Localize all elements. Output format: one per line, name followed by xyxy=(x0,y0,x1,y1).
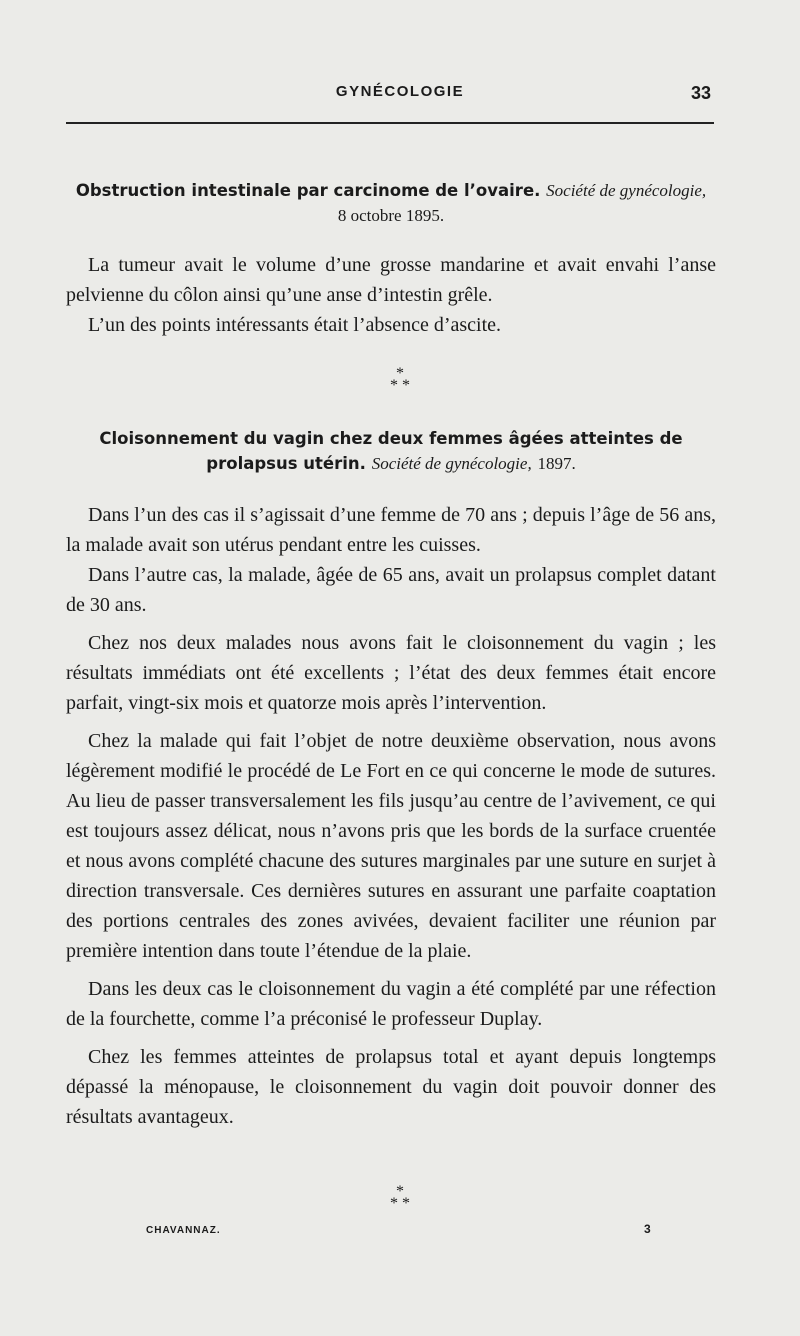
end-separator: * * * xyxy=(390,1183,410,1212)
paragraph: Dans l’autre cas, la malade, âgée de 65 ans, avait un prolapsus complet datant de 30 ans. xyxy=(66,564,716,616)
printer-author-mark: CHAVANNAZ. xyxy=(146,1225,221,1236)
paragraph: Dans les deux cas le cloisonnement du vagin a été complété par une réfection de la fourchette, comme l’a préconisé le professeur Duplay. xyxy=(66,978,716,1030)
section-title-text: Obstruction intestinale par carcinome de l’ovaire. xyxy=(75,181,541,200)
section-title-text: Cloisonnement du vagin chez deux femmes âgées atteintes de prolapsus utérin. xyxy=(99,429,683,473)
paragraph: La tumeur avait le volume d’une grosse mandarine et avait envahi l’anse pelvienne du côlon ainsi qu’une anse d’intestin grêle. xyxy=(66,254,716,306)
page-number: 33 xyxy=(690,83,711,103)
section-cloisonnement-vagin xyxy=(66,426,716,1132)
section-separator: * * * xyxy=(390,365,410,394)
paragraph: L’un des points intéressants était l’absence d’ascite. xyxy=(88,314,502,336)
section-date: 8 octobre 1895. xyxy=(337,206,445,225)
paragraph: Dans l’un des cas il s’agissait d’une femme de 70 ans ; depuis l’âge de 56 ans, la malade avait son utérus pendant entre les cuisses. xyxy=(66,504,716,556)
paragraph: Chez les femmes atteintes de prolapsus total et ayant depuis longtemps dépassé la ménopause, le cloisonnement du vagin doit pouvoir donner des résultats avantageux. xyxy=(66,1046,716,1128)
paragraph: Chez la malade qui fait l’objet de notre deuxième observation, nous avons légèrement modifié le procédé de Le Fort en ce qui concerne le mode de sutures. Au lieu de passer transversalement les fils jusqu’au centre de l’avivement, ce qui est toujours assez délicat, nous n’avons pris que les bords de la surface cruentée et nous avons complété chacune des sutures marginales par une suture en surjet à direction transversale. Ces dernières sutures en assurant une parfaite coaptation des portions centrales des zones avivées, devaient faciliter une réunion par première intention dans toute l’étendue de la plaie. xyxy=(66,730,716,962)
signature-mark: 3 xyxy=(644,1222,651,1236)
society-name: Société de gynécologie, xyxy=(546,181,707,200)
paragraph: Chez nos deux malades nous avons fait le cloisonnement du vagin ; les résultats immédiats ont été excellents ; l’état des deux femmes était encore parfait, vingt-six mois et quatorze mois après l’intervention. xyxy=(66,632,716,714)
running-header: GYNÉCOLOGIE xyxy=(335,83,465,100)
header-rule xyxy=(66,122,714,124)
society-name: Société de gynécologie, xyxy=(371,454,532,473)
section-title xyxy=(66,178,716,228)
section-year: 1897. xyxy=(537,454,576,473)
section-title xyxy=(66,426,716,476)
section-obstruction-intestinale xyxy=(66,178,716,340)
